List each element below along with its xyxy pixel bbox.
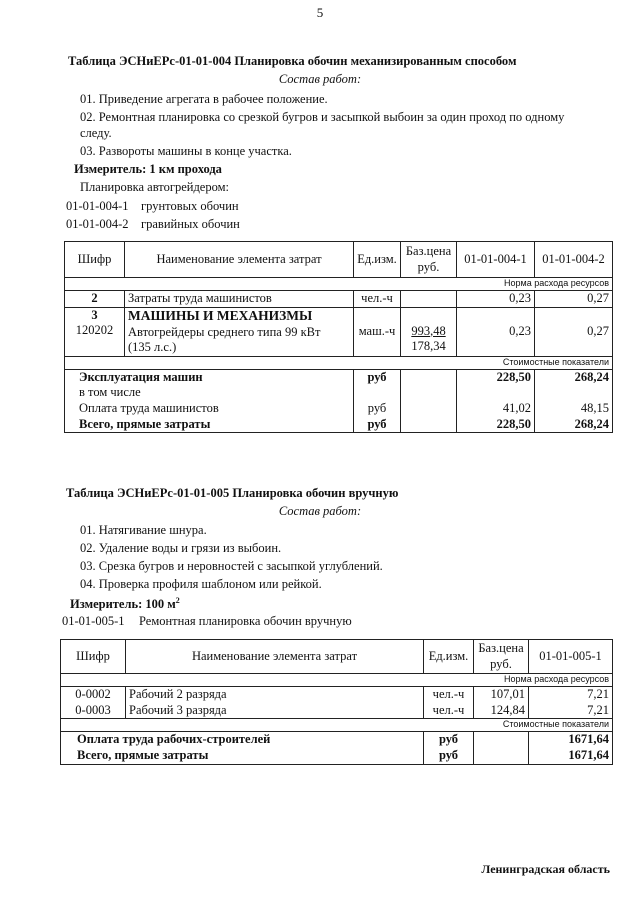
table-row (65, 369, 613, 385)
table-row (65, 385, 613, 401)
table2-row1-unit: чел.-ч (424, 687, 474, 703)
table1-cost1-unit: руб (354, 369, 401, 385)
table1-row3-name-line2: (135 л.с.) (128, 340, 177, 355)
table2-row1-name: Рабочий 2 разряда (126, 687, 424, 703)
table2-grid (60, 639, 613, 765)
table1-cost1-v2: 268,24 (535, 369, 613, 385)
table1-cost-label: Стоимостные показатели (65, 356, 613, 369)
table1-row3-v2: 0,27 (535, 307, 613, 356)
table2-variant-name: Ремонтная планировка обочин вручную (139, 614, 352, 628)
table2-cost2-name: Всего, прямые затраты (61, 748, 424, 764)
table2-norms-label: Норма расхода ресурсов (61, 674, 613, 687)
table1-grid (64, 241, 613, 433)
table2-step-3: 03. Срезка бугров и неровностей с засыпкой углублений. (80, 559, 383, 573)
table1-header-code: Шифр (65, 242, 125, 278)
table1-header-col1: 01-01-004-1 (457, 242, 535, 278)
table1-row3-v1: 0,23 (457, 307, 535, 356)
table2-step-4: 04. Проверка профиля шаблоном или рейкой. (80, 577, 322, 591)
table1-header-base-price-line2: руб. (417, 259, 440, 274)
table1-header-name: Наименование элемента затрат (125, 242, 354, 278)
table2-cost1-v1: 1671,64 (529, 732, 613, 748)
table1-cost1-name: Эксплуатация машин (65, 369, 354, 385)
table1-cost3-price (401, 401, 457, 417)
table2-row1-code: 0-0002 (61, 687, 126, 703)
table2-row2-v1: 7,21 (529, 703, 613, 719)
table1-cost2-unit (354, 385, 401, 401)
table1-cost3-v1: 41,02 (457, 401, 535, 417)
table1-cost2-v2 (535, 385, 613, 401)
table1-cost2-price (401, 385, 457, 401)
table2-header-name: Наименование элемента затрат (126, 640, 424, 674)
table1-variant-name-1: грунтовых обочин (141, 199, 239, 213)
table1-row1-name: Затраты труда машинистов (125, 291, 354, 308)
table2-cost-label: Стоимостные показатели (61, 719, 613, 732)
table1-composition-label: Состав работ: (278, 72, 362, 86)
table-row (65, 307, 613, 356)
table1-row1-code: 2 (65, 291, 125, 308)
table1-cost1-price (401, 369, 457, 385)
table2-row2-price: 124,84 (474, 703, 529, 719)
table1-cost4-v1: 228,50 (457, 417, 535, 433)
table2-header-base-price-line2: руб. (490, 656, 512, 671)
table1-cost4-price (401, 417, 457, 433)
table2-cost2-unit: руб (424, 748, 474, 764)
table1-step-2-cont: следу. (80, 126, 112, 140)
table2-cost2-v1: 1671,64 (529, 748, 613, 764)
table2-cost1-unit: руб (424, 732, 474, 748)
table2-header-code: Шифр (61, 640, 126, 674)
table2-cost2-price (474, 748, 529, 764)
table1-variant-code-2: 01-01-004-2 (66, 217, 129, 231)
table2-variant-code: 01-01-005-1 (62, 614, 125, 628)
table1-row3-price1: 993,48 (411, 323, 446, 338)
table-row (61, 748, 613, 764)
table1-cost3-name: Оплата труда машинистов (65, 401, 354, 417)
table1-cost4-name: Всего, прямые затраты (65, 417, 354, 433)
table2-meter-sup: 2 (175, 596, 180, 605)
table-row (65, 417, 613, 433)
table1-subtitle: Планировка автогрейдером: (80, 180, 230, 194)
table2-row1-v1: 7,21 (529, 687, 613, 703)
table-row (61, 703, 613, 719)
table1-title: Таблица ЭСНиЕРс-01-01-004 Планировка обочин механизированным способом (68, 54, 517, 68)
table2-cost1-price (474, 732, 529, 748)
table2-title: Таблица ЭСНиЕРс-01-01-005 Планировка обочин вручную (66, 486, 399, 500)
table1-header-base-price-line1: Баз.цена (405, 243, 452, 258)
table1-row3-name-line1: Автогрейдеры среднего типа 99 кВт (128, 324, 321, 339)
table1-row1-price (401, 291, 457, 308)
table1-row3-price2: 178,34 (411, 339, 446, 354)
table2-header-col1: 01-01-005-1 (529, 640, 613, 674)
table1-row3-unit: маш.-ч (354, 307, 401, 356)
table1-cost4-unit: руб (354, 417, 401, 433)
table1-row2-name: МАШИНЫ И МЕХАНИЗМЫ (128, 307, 313, 323)
table1-variant-code-1: 01-01-004-1 (66, 199, 129, 213)
table-row (61, 732, 613, 748)
table1-row1-unit: чел.-ч (354, 291, 401, 308)
table2-composition-label: Состав работ: (278, 504, 362, 518)
table2-header-base-price-line1: Баз.цена (478, 640, 524, 655)
table1-step-2: 02. Ремонтная планировка со срезкой бугров и засыпкой выбоин за один проход по одному (80, 110, 565, 124)
table1-cost3-v2: 48,15 (535, 401, 613, 417)
table1-header-col2: 01-01-004-2 (535, 242, 613, 278)
table1-row2-code: 3 (91, 307, 98, 322)
table1-cost3-unit: руб (354, 401, 401, 417)
table1-cost2-v1 (457, 385, 535, 401)
table2-step-2: 02. Удаление воды и грязи из выбоин. (80, 541, 282, 555)
table2-cost1-name: Оплата труда рабочих-строителей (61, 732, 424, 748)
table1-row1-v2: 0,27 (535, 291, 613, 308)
table2-row2-name: Рабочий 3 разряда (126, 703, 424, 719)
table1-row2-name-cell (125, 307, 354, 356)
table2-header-unit: Ед.изм. (424, 640, 474, 674)
table2-row2-code: 0-0003 (61, 703, 126, 719)
page-number: 5 (316, 5, 324, 20)
table1-header-base-price (401, 242, 457, 278)
table2-row1-price: 107,01 (474, 687, 529, 703)
table1-norms-label: Норма расхода ресурсов (65, 278, 613, 291)
footer-region: Ленинградская область (481, 862, 610, 876)
table2-meter (70, 596, 180, 612)
table2-header-base-price (474, 640, 529, 674)
table2-step-1: 01. Натягивание шнура. (80, 523, 207, 537)
table1-cost4-v2: 268,24 (535, 417, 613, 433)
table1-row3-code: 120202 (75, 323, 114, 338)
table2-meter-text: Измеритель: 100 м (70, 597, 176, 612)
table1-cost1-v1: 228,50 (457, 369, 535, 385)
table1-header-unit: Ед.изм. (354, 242, 401, 278)
table1-row2-code-cell (65, 307, 125, 356)
table2-row2-unit: чел.-ч (424, 703, 474, 719)
table1-step-1: 01. Приведение агрегата в рабочее положение. (80, 92, 328, 106)
table-row (61, 687, 613, 703)
table1-step-3: 03. Развороты машины в конце участка. (80, 144, 292, 158)
table1-row1-v1: 0,23 (457, 291, 535, 308)
table1-row3-price-cell (401, 307, 457, 356)
table1-variant-name-2: гравийных обочин (141, 217, 240, 231)
table-row (65, 401, 613, 417)
table1-meter: Измеритель: 1 км прохода (74, 162, 222, 176)
table1-cost2-name: в том числе (65, 385, 354, 401)
table-row (65, 291, 613, 308)
